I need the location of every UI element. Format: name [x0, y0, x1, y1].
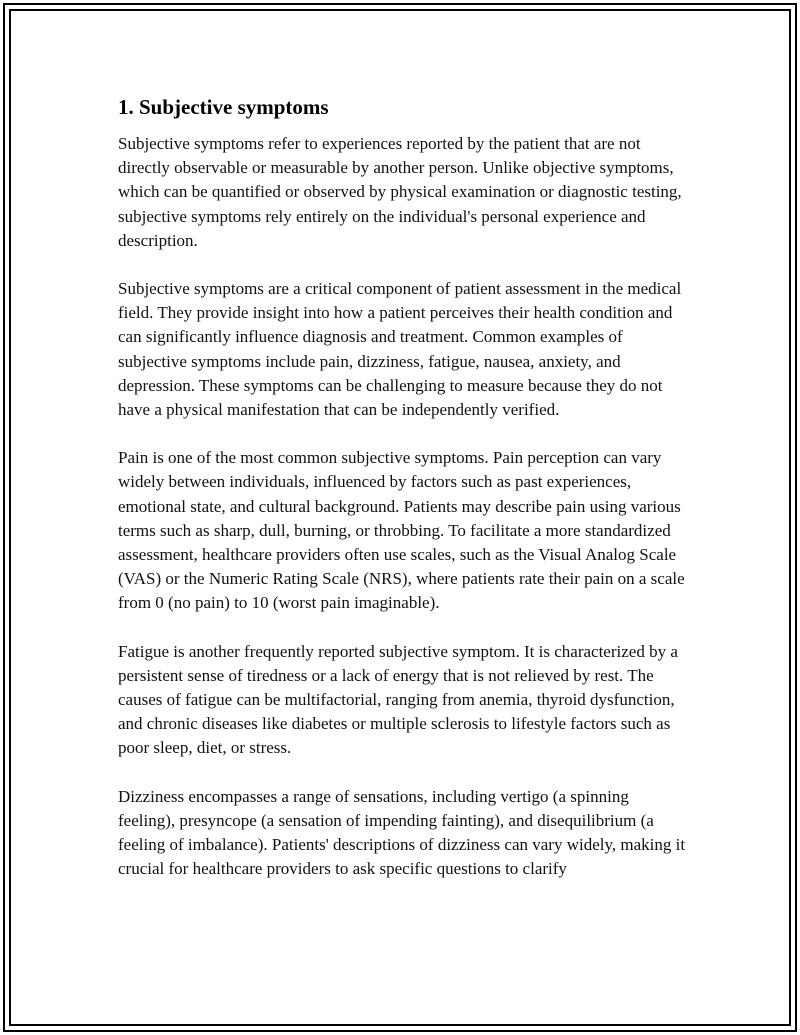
paragraph-pain: Pain is one of the most common subjective symptoms. Pain perception can vary widely between individuals, influenced by factors such as past experiences, emotional state, and cultural background. Patients may describe pain using various terms such as sharp, dull, burning, or throbbing. To facilitate a more standardized assessment, healthcare providers often use scales, such as the Visual Analog Scale (VAS) or the Numeric Rating Scale (NRS), where patients rate their pain on a scale from 0 (no pain) to 10 (worst pain imaginable).: [118, 448, 685, 613]
section-heading: 1. Subjective symptoms: [118, 95, 329, 119]
document-body: [118, 94, 688, 905]
paragraph-dizziness: Dizziness encompasses a range of sensations, including vertigo (a spinning feeling), presyncope (a sensation of impending fainting), and disequilibrium (a feeling of imbalance). Patients' descriptions of dizziness can vary widely, making it crucial for healthcare providers to ask specific questions to clarify: [118, 786, 686, 879]
paragraph-fatigue: Fatigue is another frequently reported subjective symptom. It is characterized by a persistent sense of tiredness or a lack of energy that is not relieved by rest. The causes of fatigue can be multifactorial, ranging from anemia, thyroid dysfunction, and chronic diseases like diabetes or multiple sclerosis to lifestyle factors such as poor sleep, diet, or stress.: [118, 641, 678, 758]
paragraph-assessment: Subjective symptoms are a critical component of patient assessment in the medical field. They provide insight into how a patient perceives their health condition and can significantly influence diagnosis and treatment. Common examples of subjective symptoms include pain, dizziness, fatigue, nausea, anxiety, and depression. These symptoms can be challenging to measure because they do not have a physical manifestation that can be independently verified.: [118, 279, 682, 420]
paragraph-definition: Subjective symptoms refer to experiences reported by the patient that are not directly observable or measurable by another person. Unlike objective symptoms, which can be quantified or observed by physical examination or diagnostic testing, subjective symptoms rely entirely on the individual's personal experience and description.: [118, 134, 682, 250]
